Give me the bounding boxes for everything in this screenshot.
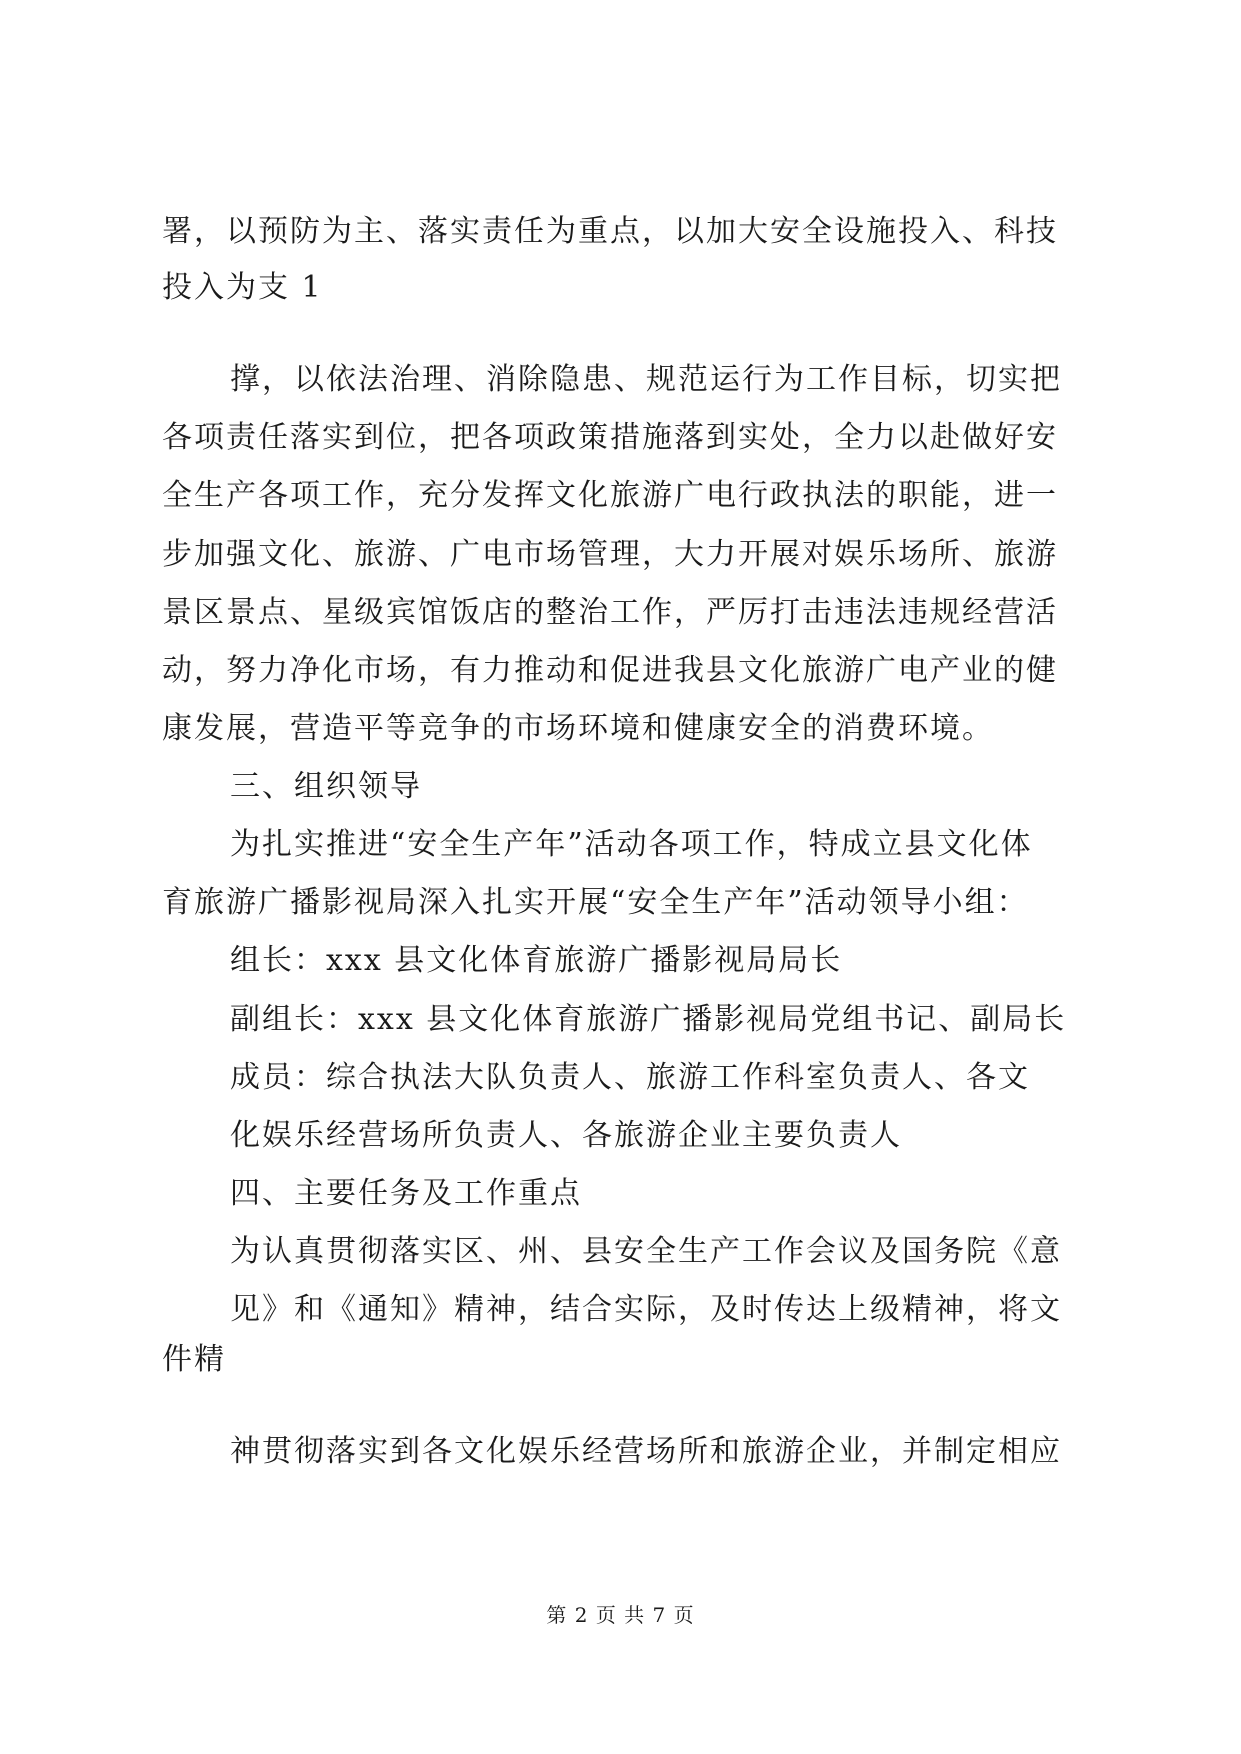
section-heading-3: 三、组织领导: [230, 769, 422, 804]
text-line-21: 神贯彻落实到各文化娱乐经营场所和旅游企业，并制定相应: [230, 1434, 1062, 1469]
text-line-19: 见》和《通知》精神，结合实际，及时传达上级精神，将文: [230, 1292, 1062, 1327]
text-line-1: 署，以预防为主、落实责任为重点，以加大安全设施投入、科技: [162, 214, 1058, 249]
text-line-6: 步加强文化、旅游、广电市场管理，大力开展对娱乐场所、旅游: [162, 537, 1058, 572]
text-line-14: 副组长：xxx 县文化体育旅游广播影视局党组书记、副局长: [230, 1002, 1067, 1037]
text-line-3: 撑，以依法治理、消除隐患、规范运行为工作目标，切实把: [230, 362, 1062, 397]
text-line-4: 各项责任落实到位，把各项政策措施落到实处，全力以赴做好安: [162, 420, 1058, 455]
text-line-12: 育旅游广播影视局深入扎实开展“安全生产年”活动领导小组：: [162, 885, 1029, 920]
text-line-2: 投入为支 1: [162, 270, 323, 305]
text-line-5: 全生产各项工作，充分发挥文化旅游广电行政执法的职能，进一: [162, 478, 1058, 513]
text-line-15: 成员：综合执法大队负责人、旅游工作科室负责人、各文: [230, 1060, 1030, 1095]
text-line-13: 组长：xxx 县文化体育旅游广播影视局局长: [230, 943, 843, 978]
text-line-16: 化娱乐经营场所负责人、各旅游企业主要负责人: [230, 1118, 902, 1153]
text-line-7: 景区景点、星级宾馆饭店的整治工作，严厉打击违法违规经营活: [162, 595, 1058, 630]
section-heading-4: 四、主要任务及工作重点: [230, 1176, 582, 1211]
page-footer: 第 2 页 共 7 页: [546, 1603, 695, 1627]
text-line-9: 康发展，营造平等竞争的市场环境和健康安全的消费环境。: [162, 711, 994, 746]
text-line-8: 动，努力净化市场，有力推动和促进我县文化旅游广电产业的健: [162, 653, 1058, 688]
text-line-20: 件精: [162, 1342, 226, 1377]
text-line-18: 为认真贯彻落实区、州、县安全生产工作会议及国务院《意: [230, 1234, 1062, 1269]
text-line-11: 为扎实推进“安全生产年”活动各项工作，特成立县文化体: [230, 827, 1033, 862]
